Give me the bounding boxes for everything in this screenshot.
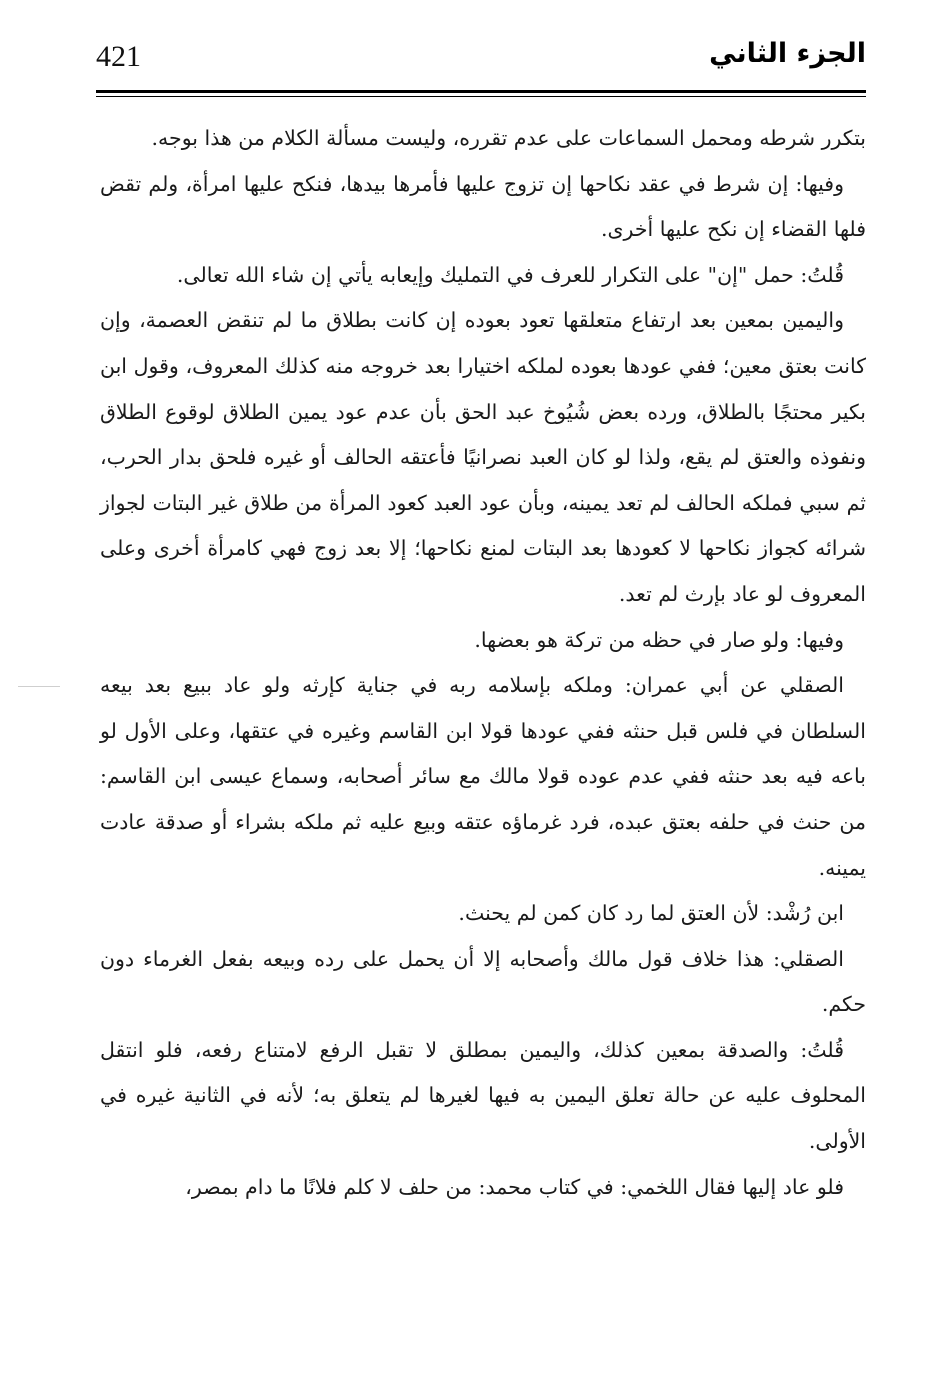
paragraph: قُلتُ: حمل "إن" على التكرار للعرف في التمليك وإيعابه يأتي إن شاء الله تعالى.	[176, 262, 844, 287]
running-title: الجزء الثاني	[709, 38, 866, 69]
body-text	[100, 116, 866, 1210]
page-number: 421	[96, 40, 141, 73]
paragraph: الصقلي عن أبي عمران: وملكه بإسلامه ربه في جناية كإرثه ولو عاد ببيع بعد بيعه السلطان في فلس قبل حنثه ففي عودها قولا ابن القاسم وغيره في عتقها، وعلى الأول لو باعه فيه بعد حنثه ففي عدم عوده قولا مالك مع سائر أصحابه، وسماع عيسى ابن القاسم: من حنث في حلفه بعتق عبده، فرد غرماؤه عتقه وبيع عليه ثم ملكه بشراء أو صدقة عادت يمينه.	[100, 673, 866, 880]
paragraph: الصقلي: هذا خلاف قول مالك وأصحابه إلا أن يحمل على رده وبيعه بفعل الغرماء دون حكم.	[100, 946, 866, 1017]
header-rule-thick	[96, 90, 866, 93]
page-header	[96, 38, 866, 90]
paragraph: ابن رُشْد: لأن العتق لما رد كان كمن لم يحنث.	[458, 901, 844, 926]
paragraph: قُلتُ: والصدقة بمعين كذلك، واليمين بمطلق لا تقبل الرفع لامتناع رفعه، فلو انتقل المحلوف عليه عن حالة تعلق اليمين به فيها لغيرها لم يتعلق به؛ لأنه في الثانية غيره في الأولى.	[100, 1037, 866, 1154]
header-rule-thin	[96, 96, 866, 97]
paragraph: وفيها: ولو صار في حظه من تركة هو بعضها.	[474, 627, 844, 652]
margin-mark	[18, 686, 60, 687]
paragraph: بتكرر شرطه ومحمل السماعات على عدم تقرره، وليست مسألة الكلام من هذا بوجه.	[151, 126, 866, 150]
paragraph: فلو عاد إليها فقال اللخمي: في كتاب محمد: من حلف لا كلم فلانًا ما دام بمصر،	[185, 1174, 844, 1199]
paragraph: واليمين بمعين بعد ارتفاع متعلقها تعود بعوده إن كانت بطلاق ما لم تنقض العصمة، وإن كانت بعتق معين؛ ففي عودها بعوده لملكه اختيارا بعد خروجه منه كذلك المعروف، وقول ابن بكير محتجًا بالطلاق، ورده بعض شُيُوخ عبد الحق بأن عدم عود يمين الطلاق لوقوع الطلاق ونفوذه والعتق لم يقع، ولذا لو كان العبد نصرانيًا فأعتقه الحالف أو غيره فلحق بدار الحرب، ثم سبي فملكه الحالف لم تعد يمينه، وبأن عود العبد كعود المرأة من طلاق غير البتات لجواز شرائه كجواز نكاحها لا كعودها بعد البتات لمنع نكاحها؛ إلا بعد زوج فهي كامرأة أخرى وعلى المعروف لو عاد بإرث لم تعد.	[100, 308, 866, 606]
paragraph: وفيها: إن شرط في عقد نكاحها إن تزوج عليها فأمرها بيدها، فنكح عليها امرأة، ولم تقض فلها القضاء إن نكح عليها أخرى.	[100, 171, 866, 242]
